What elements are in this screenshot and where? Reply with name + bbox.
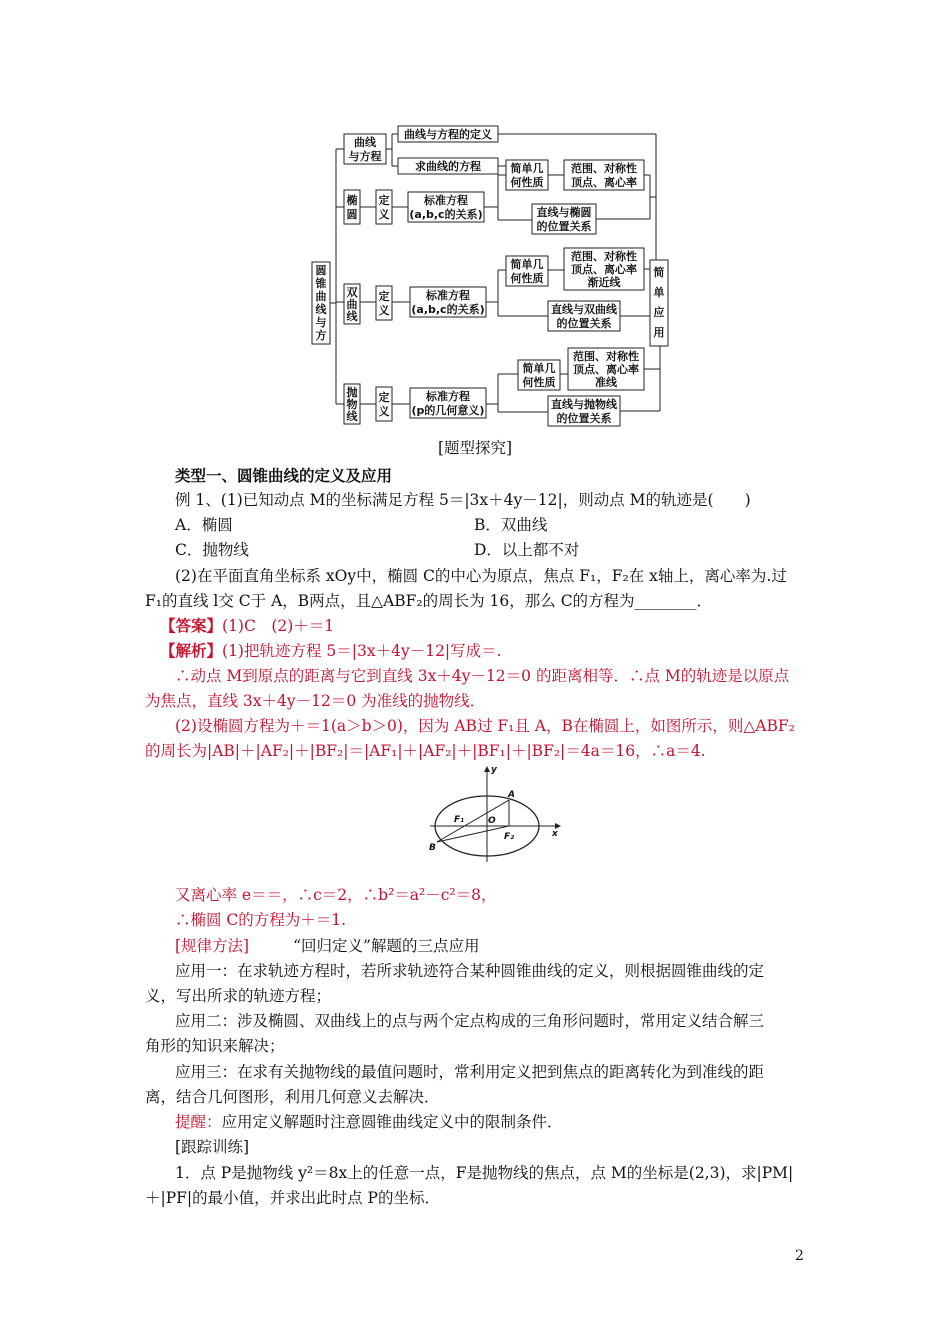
eccentricity-line2: ∴椭圆 C的方程为＋＝1. [175,911,347,929]
diagram-para-3: 线 [346,410,358,423]
ellipse-figure [425,764,565,864]
application1-line1: 应用一：在求轨迹方程时，若所求轨迹符合某种圆锥曲线的定义，则根据圆锥曲线的定 [175,962,765,980]
diagram-hprop-1: 范围、对称性 [571,250,637,263]
section-tag: [题型探究] [437,439,513,457]
svg-text:线: 线 [315,303,327,316]
diagram-line-ellipse-2: 的位置关系 [536,220,592,233]
eccentricity-line1: 又离心率 e＝＝，∴c＝2，∴b²＝a²－c²＝8， [175,886,497,904]
analysis-line5: 的周长为|AB|＋|AF₂|＋|BF₂|＝|AF₁|＋|AF₂|＋|BF₁|＋|BF₂|＝4a＝16，∴a＝4. [145,742,706,760]
diagram-hyper-2: 曲 [346,298,358,311]
diagram-geom-3a: 简单几 [522,362,556,375]
rule-label: [规律方法] [175,937,250,955]
fig-label-a: A [508,790,515,800]
svg-text:应: 应 [653,306,665,319]
diagram-hyper-1: 双 [346,286,358,299]
diagram-ellipse-2: 圆 [346,208,358,221]
reminder-text: 应用定义解题时注意圆锥曲线定义中的限制条件． [221,1113,563,1131]
diagram-define-2b: 义 [378,304,390,317]
diagram-line-hyper-2: 的位置关系 [556,317,612,330]
application2-line2: 角形的知识来解决； [145,1037,285,1055]
answer-block [160,613,820,639]
fig-label-f2: F₂ [504,832,515,842]
fig-label-y: y [491,765,497,775]
diagram-std-eq-2: 标准方程 [426,289,470,302]
fig-label-f1: F₁ [454,815,465,825]
diagram-find-eq: 求曲线的方程 [415,160,481,173]
diagram-pprop-3: 准线 [595,376,617,389]
diagram-hprop-3: 渐近线 [587,276,621,289]
diagram-root-label [315,263,328,342]
application3-line2: 离，结合几何图形，利用几何意义去解决． [145,1088,440,1106]
option-b: B．双曲线 [474,516,548,534]
diagram-define-1a: 定 [378,194,390,207]
diagram-ellipse-1: 椭 [346,194,358,207]
analysis-line3: 为焦点，直线 3x＋4y－12＝0 为准线的抛物线． [145,692,486,710]
example1-question2-line2: F₁的直线 l交 C于 A，B两点，且△ABF₂的周长为 16，那么 C的方程为________． [145,592,713,610]
application2-line1: 应用二：涉及椭圆、双曲线上的点与两个定点构成的三角形问题时，常用定义结合解三 [175,1012,765,1030]
diagram-eprop-1: 范围、对称性 [571,162,637,175]
svg-text:与: 与 [315,316,327,329]
analysis-line1 [160,638,820,664]
diagram-define-3a: 定 [378,391,390,404]
diagram-pprop-2: 顶点、离心率 [573,363,639,376]
diagram-define-2a: 定 [378,290,390,303]
diagram-para-2: 物 [346,398,358,411]
diagram-define-3b: 义 [378,405,390,418]
reminder-label: 提醒： [175,1113,222,1131]
analysis-line2: ∴动点 M到原点的距离与它到直线 3x＋4y－12＝0 的距离相等．∴点 M的轨迹是以原点 [175,667,790,685]
analysis-label: 【解析】 [160,641,223,660]
reminder [175,1110,835,1135]
diagram-std-eq-1: 标准方程 [424,194,468,207]
fig-label-x: x [552,829,558,839]
diagram-std-eq-3: 标准方程 [426,390,470,403]
diagram-hprop-2: 顶点、离心率 [571,263,637,276]
diagram-geom-1b: 何性质 [510,176,544,189]
diagram-curve-def: 曲线与方程的定义 [404,128,492,141]
answer-text: (1)C (2)＋＝1 [222,617,335,635]
diagram-abc-2: (a,b,c的关系) [411,303,485,316]
svg-text:单: 单 [653,286,665,299]
diagram-geom-2a: 简单几 [510,258,544,271]
diagram-eprop-2: 顶点、离心率 [571,176,637,189]
page-number: 2 [795,1248,804,1264]
diagram-line-para-1: 直线与抛物线 [551,398,617,411]
type1-title: 类型一、圆锥曲线的定义及应用 [175,466,393,485]
diagram-hyper-3: 线 [346,310,358,323]
diagram-line-hyper-1: 直线与双曲线 [551,303,617,316]
application1-line2: 义，写出所求的轨迹方程； [145,987,332,1005]
diagram-pprop-1: 范围、对称性 [573,350,639,363]
y-arrow [484,766,490,772]
rule-title: “回归定义”解题的三点应用 [293,937,480,955]
knowledge-diagram [300,122,700,432]
training1-line2: ＋|PF|的最小值，并求出此时点 P的坐标． [145,1189,440,1207]
diagram-line-para-2: 的位置关系 [556,412,612,425]
fig-label-o: O [488,816,496,826]
svg-text:简: 简 [653,266,665,279]
option-a: A．椭圆 [175,516,233,534]
line-bf2 [437,826,509,842]
diagram-line-ellipse-1: 直线与椭圆 [536,206,592,219]
diagram-geom-2b: 何性质 [510,272,544,285]
svg-text:锥: 锥 [315,277,327,290]
svg-text:方: 方 [315,329,327,342]
svg-text:圆: 圆 [315,264,327,277]
answer-label: 【答案】 [160,616,223,635]
diagram-define-1b: 义 [378,208,390,221]
fig-label-b: B [429,843,436,853]
follow-tag: [跟踪训练] [175,1138,250,1156]
diagram-curve-eq-1: 曲线 [354,136,376,149]
analysis-line4: (2)设椭圆方程为＋＝1(a＞b＞0)，因为 AB过 F₁且 A，B在椭圆上，如图所示，则△ABF₂ [175,717,795,735]
diagram-p-meaning: (p的几何意义) [411,404,485,417]
option-d: D．以上都不对 [474,541,580,559]
training1-line1: 1．点 P是抛物线 y²＝8x上的任意一点，F是抛物线的焦点，点 M的坐标是(2,3)，求|PM| [175,1164,794,1182]
rule-method [175,934,835,959]
example1-question1: 例 1、(1)已知动点 M的坐标满足方程 5＝|3x＋4y－12|，则动点 M的轨迹是( ) [175,491,751,509]
diagram-geom-1a: 简单几 [510,162,544,175]
diagram-abc-1: (a,b,c的关系) [409,208,483,221]
analysis-text1: (1)把轨迹方程 5＝|3x＋4y－12|写成＝. [222,642,502,660]
svg-text:用: 用 [653,326,665,339]
diagram-para-1: 抛 [346,386,358,399]
diagram-geom-3b: 何性质 [522,376,556,389]
svg-text:曲: 曲 [315,290,327,303]
option-c: C．抛物线 [175,541,249,559]
diagram-curve-eq-2: 与方程 [348,150,382,163]
example1-question2-line1: (2)在平面直角坐标系 xOy中，椭圆 C的中心为原点，焦点 F₁，F₂在 x轴上，离心率为.过 [175,567,787,585]
application3-line1: 应用三：在求有关抛物线的最值问题时，常利用定义把到焦点的距离转化为到准线的距 [175,1063,765,1081]
